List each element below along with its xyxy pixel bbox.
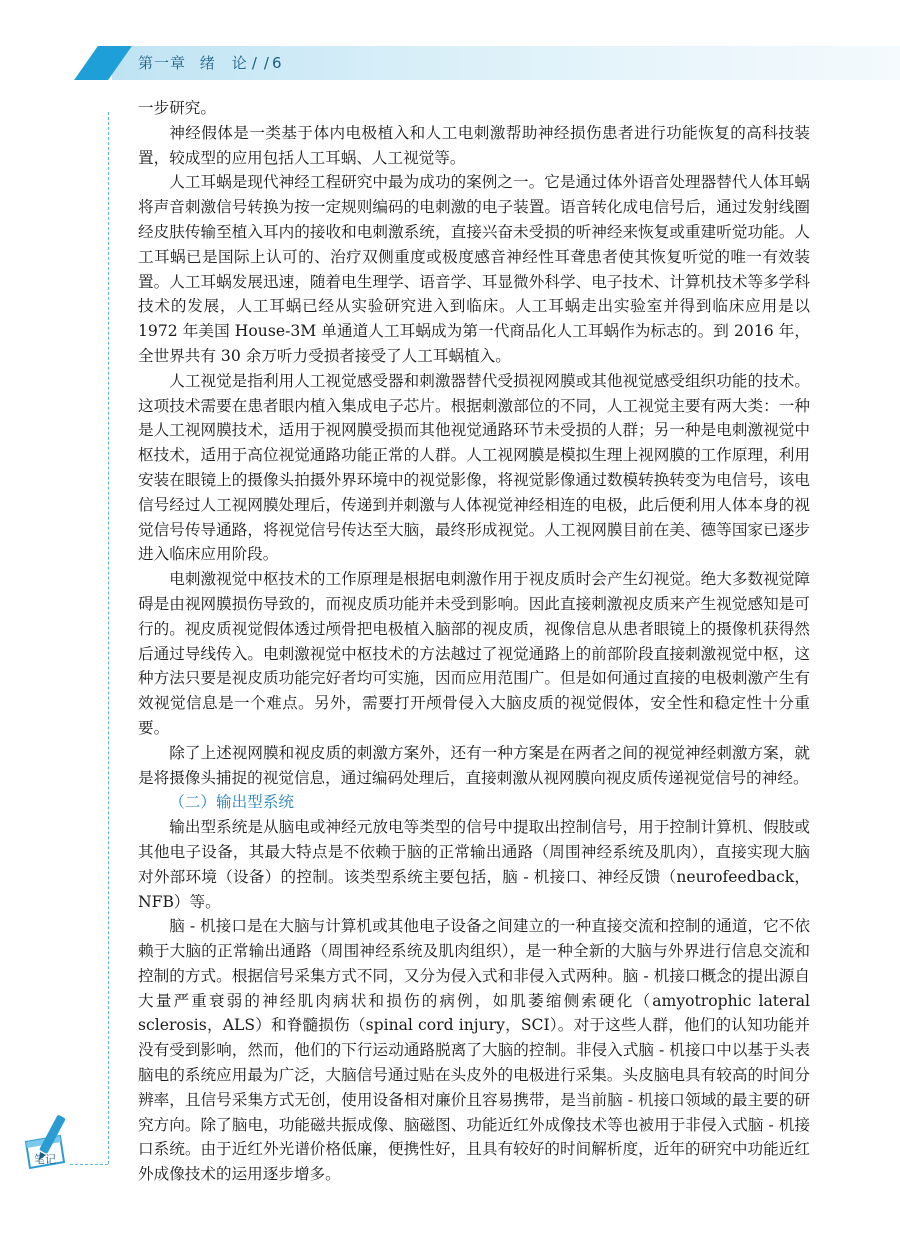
paragraph-artificial-vision: 人工视觉是指利用人工视觉感受器和刺激器替代受损视网膜或其他视觉感受组织功能的技术。这项技术需要在患者眼内植入集成电子芯片。根据刺激部位的不同，人工视觉主要有两大类：一种是人工视网膜技术，适用于视网膜受损而其他视觉通路环节未受损的人群；另一种是电刺激视觉中枢技术，适用于高位视觉通路功能正常的人群。人工视网膜是模拟生理上视网膜的工作原理，利用安装在眼镜上的摄像头拍摄外界环境中的视觉影像，将视觉影像通过数模转换转变为电信号，该电信号经过人工视网膜处理后，传递到并刺激与人体视觉神经相连的电极，此后便利用人体本身的视觉信号传导通路，将视觉信号传达至大脑，最终形成视觉。人工视网膜目前在美、德等国家已逐步进入临床应用阶段。 bbox=[138, 371, 810, 564]
header-separator-2: / bbox=[263, 54, 270, 72]
chapter-title: 绪 论 bbox=[199, 54, 248, 72]
page-number: 6 bbox=[271, 54, 283, 72]
section-number: （二） bbox=[169, 793, 216, 812]
paragraph-output-system: 输出型系统是从脑电或神经元放电等类型的信号中提取出控制信号，用于控制计算机、假肢或其他电子设备，其最大特点是不依赖于脑的正常输出通路（周围神经系统及肌肉），直接实现大脑对外部环境（设备）的控制。该类型系统主要包括，脑 - 机接口、神经反馈（neurofeedback，NFB）等。 bbox=[138, 818, 810, 911]
paragraph-bci: 脑 - 机接口是在大脑与计算机或其他电子设备之间建立的一种直接交流和控制的通道，它不依赖于大脑的正常输出通路（周围神经系统及肌肉组织），是一种全新的大脑与外界进行信息交流和控制的方式。根据信号采集方式不同，又分为侵入式和非侵入式两种。脑 - 机接口概念的提出源自大量严重衰弱的神经肌肉病状和损伤的病例，如肌萎缩侧索硬化（amyotrophic lateral sclerosis，ALS）和脊髓损伤（spinal cord injury，SCI）。对于这些人群，他们的认知功能并没有受到影响，然而，他们的下行运动通路脱离了大脑的控制。非侵入式脑 - 机接口中以基于头表脑电的系统应用最为广泛，大脑信号通过贴在头皮外的电极进行采集。头皮脑电具有较高的时间分辨率，且信号采集方式无创，使用设备相对廉价且容易携带，是当前脑 - 机接口领域的最主要的研究方向。除了脑电，功能磁共振成像、脑磁图、功能近红外成像技术等也被用于非侵入式脑 - 机接口系统。由于近红外光谱价格低廉，便携性好，且具有较好的时间解析度，近年的研究中功能近红外成像技术的运用逐步增多。 bbox=[138, 917, 810, 1184]
page-body bbox=[138, 96, 810, 1187]
section-heading bbox=[138, 790, 810, 815]
running-head bbox=[138, 46, 282, 80]
section-title: 输出型系统 bbox=[215, 793, 294, 812]
paragraph-continued: 一步研究。 bbox=[138, 99, 216, 117]
note-pencil-icon bbox=[20, 1112, 76, 1174]
header-separator: / bbox=[251, 54, 258, 72]
paragraph-neural-prosthesis: 神经假体是一类基于体内电极植入和人工电刺激帮助神经损伤患者进行功能恢复的高科技装置，较成型的应用包括人工耳蜗、人工视觉等。 bbox=[138, 123, 810, 167]
paragraph-cochlear-implant: 人工耳蜗是现代神经工程研究中最为成功的案例之一。它是通过体外语音处理器替代人体耳蜗将声音刺激信号转换为按一定规则编码的电刺激的电子装置。语音转化成电信号后，通过发射线圈经皮肤传输至植入耳内的接收和电刺激系统，直接兴奋未受损的听神经来恢复或重建听觉功能。人工耳蜗已是国际上认可的、治疗双侧重度或极度感音神经性耳聋患者使其恢复听觉的唯一有效装置。人工耳蜗发展迅速，随着电生理学、语音学、耳显微外科学、电子技术、计算机技术等多学科技术的发展，人工耳蜗已经从实验研究进入到临床。人工耳蜗走出实验室并得到临床应用是以 1972 年美国 House-3M 单通道人工耳蜗成为第一代商品化人工耳蜗作为标志的。到 2016 年，全世界共有 30 余万听力受损者接受了人工耳蜗植入。 bbox=[138, 173, 810, 365]
chapter-number: 第一章 bbox=[138, 54, 187, 72]
margin-guide bbox=[108, 112, 109, 1164]
note-label: 笔记 bbox=[34, 1153, 56, 1166]
paragraph-optic-nerve: 除了上述视网膜和视皮质的刺激方案外，还有一种方案是在两者之间的视觉神经刺激方案，就是将摄像头捕捉的视觉信息，通过编码处理后，直接刺激从视网膜向视皮质传递视觉信号的神经。 bbox=[138, 743, 810, 787]
page-header bbox=[0, 46, 900, 80]
paragraph-visual-cortex: 电刺激视觉中枢技术的工作原理是根据电刺激作用于视皮质时会产生幻视觉。绝大多数视觉障碍是由视网膜损伤导致的，而视皮质功能并未受到影响。因此直接刺激视皮质来产生视觉感知是可行的。视皮质视觉假体透过颅骨把电极植入脑部的视皮质，视像信息从患者眼镜上的摄像机获得然后通过导线传入。电刺激视觉中枢技术的方法越过了视觉通路上的前部阶段直接刺激视觉中枢，这种方法只要是视皮质功能完好者均可实施，因而应用范围广。但是如何通过直接的电极刺激产生有效视觉信息是一个难点。另外，需要打开颅骨侵入大脑皮质的视觉假体，安全性和稳定性十分重要。 bbox=[138, 570, 810, 737]
